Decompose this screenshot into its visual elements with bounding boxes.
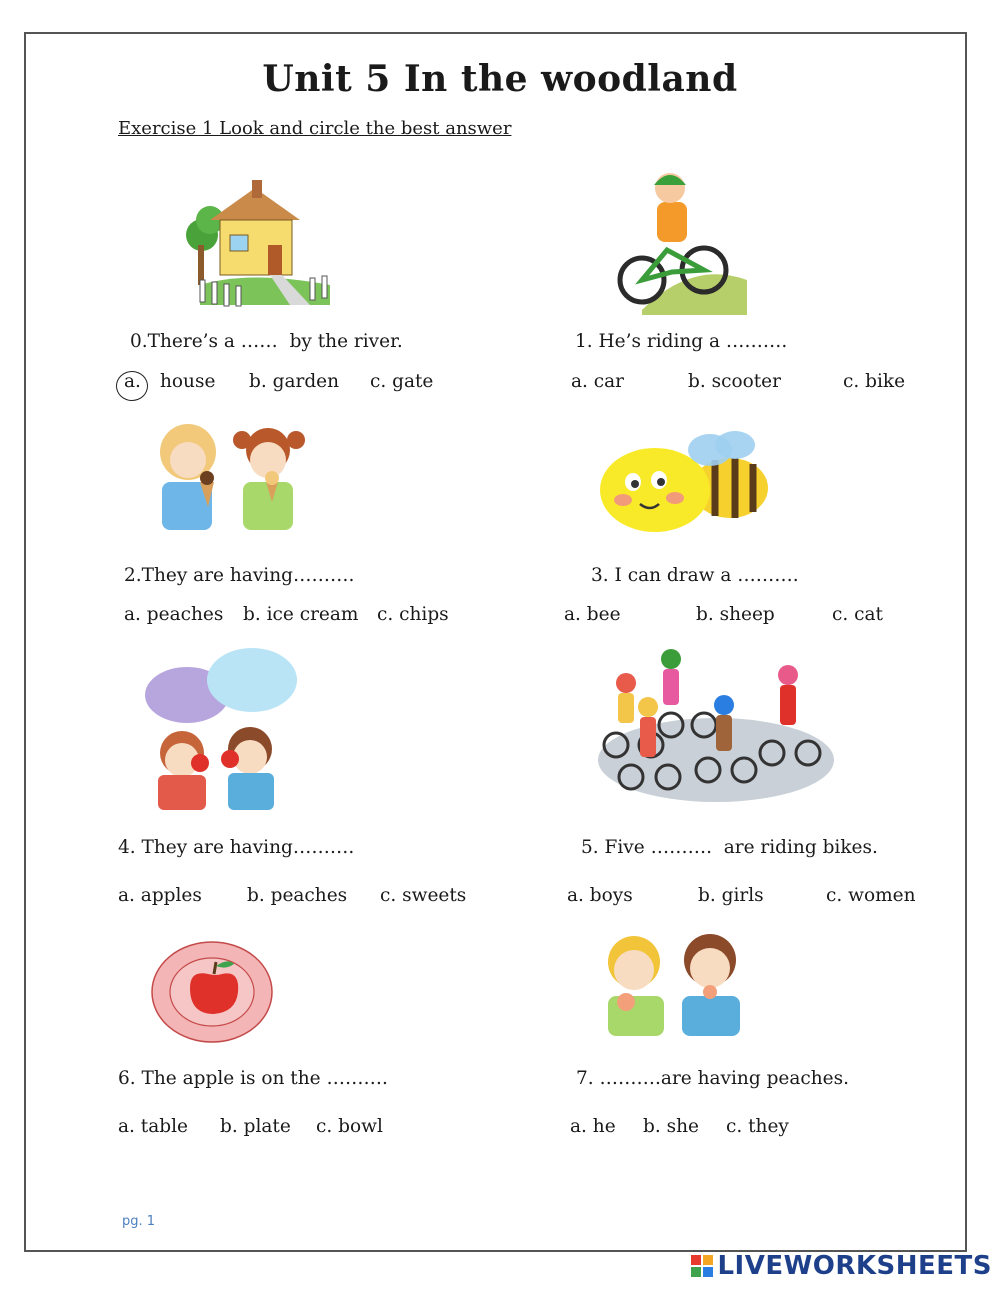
question-4-option-b[interactable]: b. peaches: [247, 885, 348, 906]
boy-riding-bike-image: [612, 160, 752, 320]
liveworksheets-logo[interactable]: [691, 1251, 992, 1281]
question-5-option-c[interactable]: c. women: [826, 885, 916, 906]
brand-square-red: [691, 1255, 701, 1265]
children-eating-apples-image: [142, 645, 302, 810]
question-7-option-a[interactable]: a. he: [570, 1116, 616, 1137]
question-2-text: 2.They are having……….: [124, 565, 355, 586]
question-4-option-a[interactable]: a. apples: [118, 885, 202, 906]
question-0-option-b[interactable]: b. garden: [249, 371, 340, 392]
question-7-text: 7. ……….are having peaches.: [576, 1068, 849, 1089]
question-2-option-b[interactable]: b. ice cream: [243, 604, 359, 625]
question-1-text: 1. He’s riding a ……….: [575, 331, 788, 352]
question-4-text: 4. They are having……….: [118, 837, 355, 858]
girls-eating-ice-cream-image: [148, 412, 328, 532]
question-6-option-c[interactable]: c. bowl: [316, 1116, 383, 1137]
exercise-instruction: Exercise 1 Look and circle the best answer: [118, 118, 512, 139]
page-title: Unit 5 In the woodland: [262, 58, 738, 100]
brand-name: LIVEWORKSHEETS: [717, 1251, 992, 1281]
question-1-option-a[interactable]: a. car: [571, 371, 625, 392]
question-3-option-b[interactable]: b. sheep: [696, 604, 775, 625]
question-2-option-a[interactable]: a. peaches: [124, 604, 224, 625]
question-6-option-a[interactable]: a. table: [118, 1116, 188, 1137]
question-3-option-c[interactable]: c. cat: [832, 604, 883, 625]
question-0-text: 0.There’s a …… by the river.: [130, 331, 403, 352]
question-7-option-b[interactable]: b. she: [643, 1116, 699, 1137]
brand-square-green: [691, 1267, 701, 1277]
question-3-option-a[interactable]: a. bee: [564, 604, 621, 625]
question-3-text: 3. I can draw a ……….: [591, 565, 799, 586]
question-6-text: 6. The apple is on the ……….: [118, 1068, 388, 1089]
question-0-option-c[interactable]: c. gate: [370, 371, 434, 392]
question-2-option-c[interactable]: c. chips: [377, 604, 449, 625]
brand-square-orange: [703, 1255, 713, 1265]
question-5-option-b[interactable]: b. girls: [698, 885, 764, 906]
question-6-option-b[interactable]: b. plate: [220, 1116, 291, 1137]
question-5-option-a[interactable]: a. boys: [567, 885, 633, 906]
question-5-text: 5. Five ………. are riding bikes.: [581, 837, 878, 858]
boys-eating-peaches-image: [598, 932, 748, 1037]
apple-on-plate-image: [150, 940, 275, 1045]
question-7-option-c[interactable]: c. they: [726, 1116, 789, 1137]
question-4-option-c[interactable]: c. sweets: [380, 885, 467, 906]
question-0-option-a[interactable]: a.: [124, 371, 141, 392]
bee-image: [595, 420, 775, 535]
question-0-option-a-text[interactable]: house: [160, 371, 216, 392]
question-1-option-b[interactable]: b. scooter: [688, 371, 781, 392]
brand-square-blue: [703, 1267, 713, 1277]
children-riding-bikes-image: [596, 645, 836, 805]
page-number: pg. 1: [122, 1214, 156, 1229]
house-image: [180, 160, 340, 320]
brand-squares-icon: [691, 1255, 713, 1277]
question-1-option-c[interactable]: c. bike: [843, 371, 906, 392]
